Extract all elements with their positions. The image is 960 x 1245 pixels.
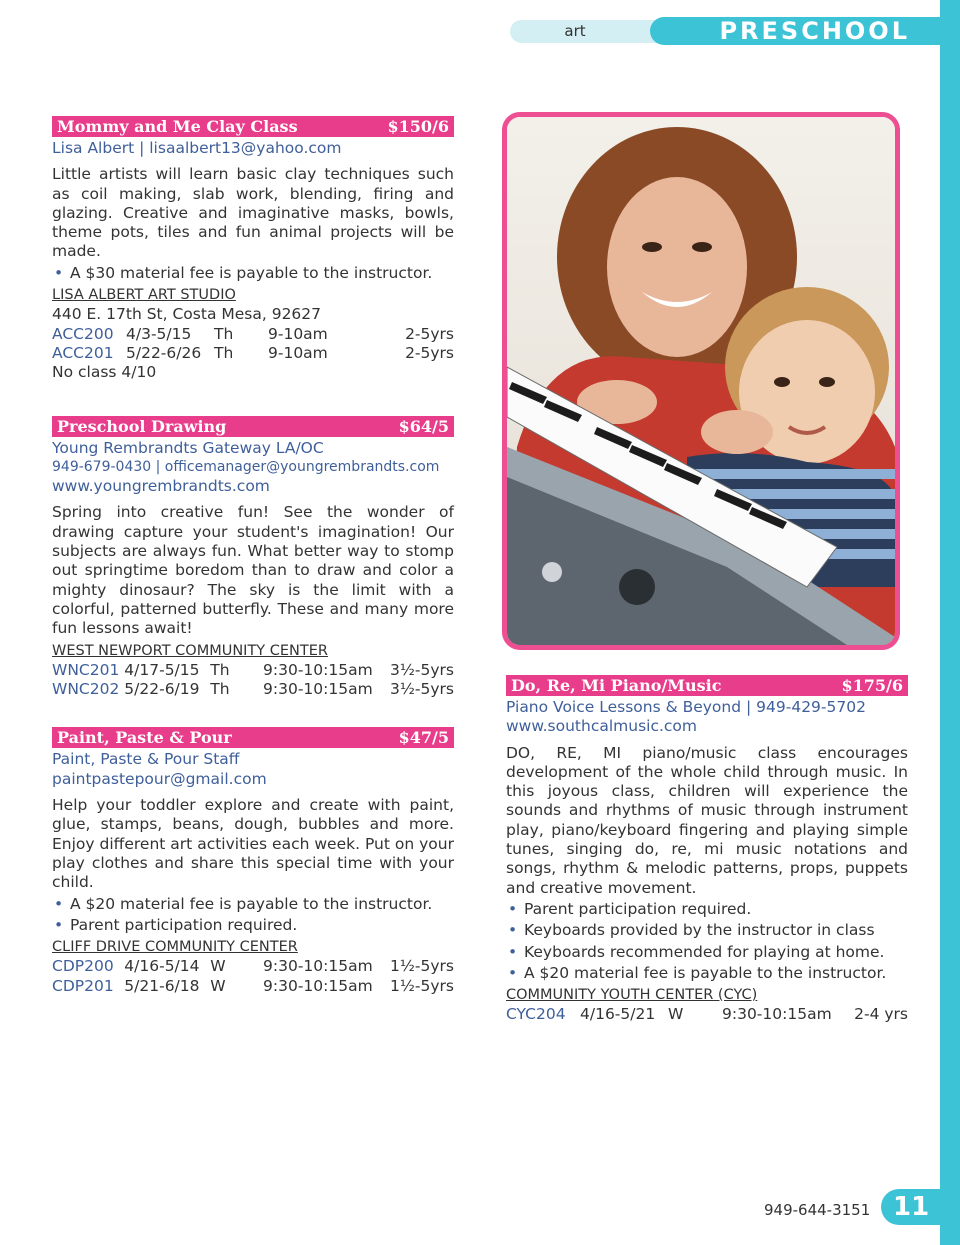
- session-age: 1½-5yrs: [390, 976, 454, 995]
- class-title: Preschool Drawing: [57, 416, 227, 436]
- session-code[interactable]: CDP201: [52, 976, 114, 995]
- class-location: LISA ALBERT ART STUDIO: [52, 287, 236, 304]
- class-price: $64/5: [398, 416, 449, 436]
- session-time: 9:30-10:15am: [263, 976, 373, 995]
- session-dates: 5/22-6/26: [126, 343, 202, 362]
- session-dates: 4/16-5/21: [580, 1005, 656, 1024]
- class-notes: [506, 900, 908, 983]
- session-dates: 4/17-5/15: [124, 660, 200, 679]
- mother-child-piano-illustration: [507, 117, 895, 645]
- session-age: 3½-5yrs: [390, 680, 454, 699]
- session-code[interactable]: ACC201: [52, 343, 114, 362]
- section-tab: PRESCHOOL: [650, 17, 942, 45]
- session-row: [506, 1005, 908, 1024]
- session-code[interactable]: CDP200: [52, 957, 114, 976]
- right-column: [506, 675, 908, 1025]
- class-website[interactable]: www.southcalmusic.com: [506, 717, 698, 736]
- session-age: 2-4 yrs: [854, 1005, 908, 1024]
- session-age: 2-5yrs: [405, 343, 454, 362]
- class-location: WEST NEWPORT COMMUNITY CENTER: [52, 642, 329, 659]
- note-item: • Parent participation required.: [506, 900, 908, 919]
- session-age: 1½-5yrs: [390, 957, 454, 976]
- class-description: DO, RE, MI piano/music class encourages development of the whole child through music. In this joyous class, children will experience the sounds and rhythms of music through instrument play, piano/keyboard fingering and playing simple tunes, singing do, re, mi music notations and songs, rhythm & melodic patterns, props, puppets and creative movement.: [506, 743, 908, 897]
- session-dates: 4/16-5/14: [124, 957, 200, 976]
- class-extra-note: No class 4/10: [52, 363, 157, 382]
- class-listing: [52, 727, 454, 996]
- session-row: [52, 977, 454, 996]
- session-row: [52, 661, 454, 680]
- session-code[interactable]: WNC201: [52, 660, 120, 679]
- class-title: Paint, Paste & Pour: [57, 728, 232, 748]
- session-time: 9-10am: [268, 324, 328, 343]
- class-price: $47/5: [398, 728, 449, 748]
- note-item: • Keyboards recommended for playing at home.: [506, 943, 908, 962]
- page-number: 11: [881, 1189, 941, 1225]
- category-tab: art: [510, 20, 680, 43]
- session-dates: 5/21-6/18: [124, 976, 200, 995]
- class-address: 440 E. 17th St, Costa Mesa, 92627: [52, 305, 322, 324]
- session-day: W: [210, 976, 226, 995]
- session-dates: 4/3-5/15: [126, 324, 192, 343]
- session-code[interactable]: CYC204: [506, 1005, 566, 1024]
- note-item: • Keyboards provided by the instructor in class: [506, 921, 908, 940]
- class-title: Do, Re, Mi Piano/Music: [511, 676, 722, 695]
- class-description: Little artists will learn basic clay techniques such as coil making, slab work, blending, firing and glazing. Creative and imaginative masks, bowls, theme pots, tiles and fun animal projects will be made.: [52, 165, 454, 261]
- class-email[interactable]: paintpastepour@gmail.com: [52, 769, 267, 788]
- class-location: COMMUNITY YOUTH CENTER (CYC): [506, 987, 758, 1004]
- class-listing: [52, 416, 454, 700]
- session-day: W: [668, 1005, 684, 1024]
- session-time: 9:30-10:15am: [263, 660, 373, 679]
- session-time: 9:30-10:15am: [263, 957, 373, 976]
- session-time: 9:30-10:15am: [722, 1005, 832, 1024]
- session-age: 2-5yrs: [405, 324, 454, 343]
- class-title: Mommy and Me Clay Class: [57, 117, 298, 136]
- session-time: 9:30-10:15am: [263, 680, 373, 699]
- session-row: [52, 957, 454, 976]
- class-location: CLIFF DRIVE COMMUNITY CENTER: [52, 939, 298, 956]
- class-description: Help your toddler explore and create with paint, glue, stamps, beans, dough, bubbles and more. Enjoy different art activities each week. Put on your play clothes and share this special time with your child.: [52, 796, 454, 892]
- class-provider[interactable]: Piano Voice Lessons & Beyond | 949-429-5702: [506, 698, 866, 716]
- class-price: $175/6: [841, 676, 903, 695]
- session-code[interactable]: WNC202: [52, 680, 120, 699]
- class-provider: Young Rembrandts Gateway LA/OC: [52, 438, 324, 457]
- note-item: • A $30 material fee is payable to the instructor.: [52, 264, 454, 283]
- class-website[interactable]: www.youngrembrandts.com: [52, 477, 270, 496]
- class-header: [52, 116, 454, 137]
- session-time: 9-10am: [268, 343, 328, 362]
- class-header: [52, 416, 454, 437]
- session-row: [52, 325, 454, 344]
- class-listing: [52, 116, 454, 383]
- class-header: [52, 727, 454, 748]
- side-color-bar: [940, 0, 960, 1245]
- session-age: 3½-5yrs: [390, 660, 454, 679]
- session-code[interactable]: ACC200: [52, 324, 114, 343]
- class-listing: [506, 675, 908, 1025]
- class-provider[interactable]: Lisa Albert | lisaalbert13@yahoo.com: [52, 139, 342, 157]
- note-item: • A $20 material fee is payable to the instructor.: [506, 964, 908, 983]
- class-photo: [502, 112, 900, 650]
- left-column: [52, 116, 454, 996]
- class-price: $150/6: [387, 117, 449, 136]
- class-notes: [52, 895, 454, 936]
- footer-phone: 949-644-3151: [764, 1201, 871, 1219]
- class-header: [506, 675, 908, 696]
- session-day: Th: [214, 343, 234, 362]
- class-contact[interactable]: 949-679-0430 | officemanager@youngrembrandts.com: [52, 458, 440, 475]
- note-item: • Parent participation required.: [52, 916, 454, 935]
- class-provider: Paint, Paste & Pour Staff: [52, 750, 240, 769]
- session-day: Th: [210, 680, 230, 699]
- class-description: Spring into creative fun! See the wonder of drawing capture your student's imagination! Our subjects are always fun. What better way to stomp out springtime boredom than to draw and color a mighty dinosaur? The sky is the limit with a colorful, patterned butterfly. These and many more fun lessons await!: [52, 503, 454, 638]
- note-item: • A $20 material fee is payable to the instructor.: [52, 895, 454, 914]
- session-row: [52, 344, 454, 363]
- session-day: Th: [214, 324, 234, 343]
- session-row: [52, 680, 454, 699]
- class-notes: [52, 264, 454, 283]
- session-day: Th: [210, 660, 230, 679]
- session-day: W: [210, 957, 226, 976]
- session-dates: 5/22-6/19: [124, 680, 200, 699]
